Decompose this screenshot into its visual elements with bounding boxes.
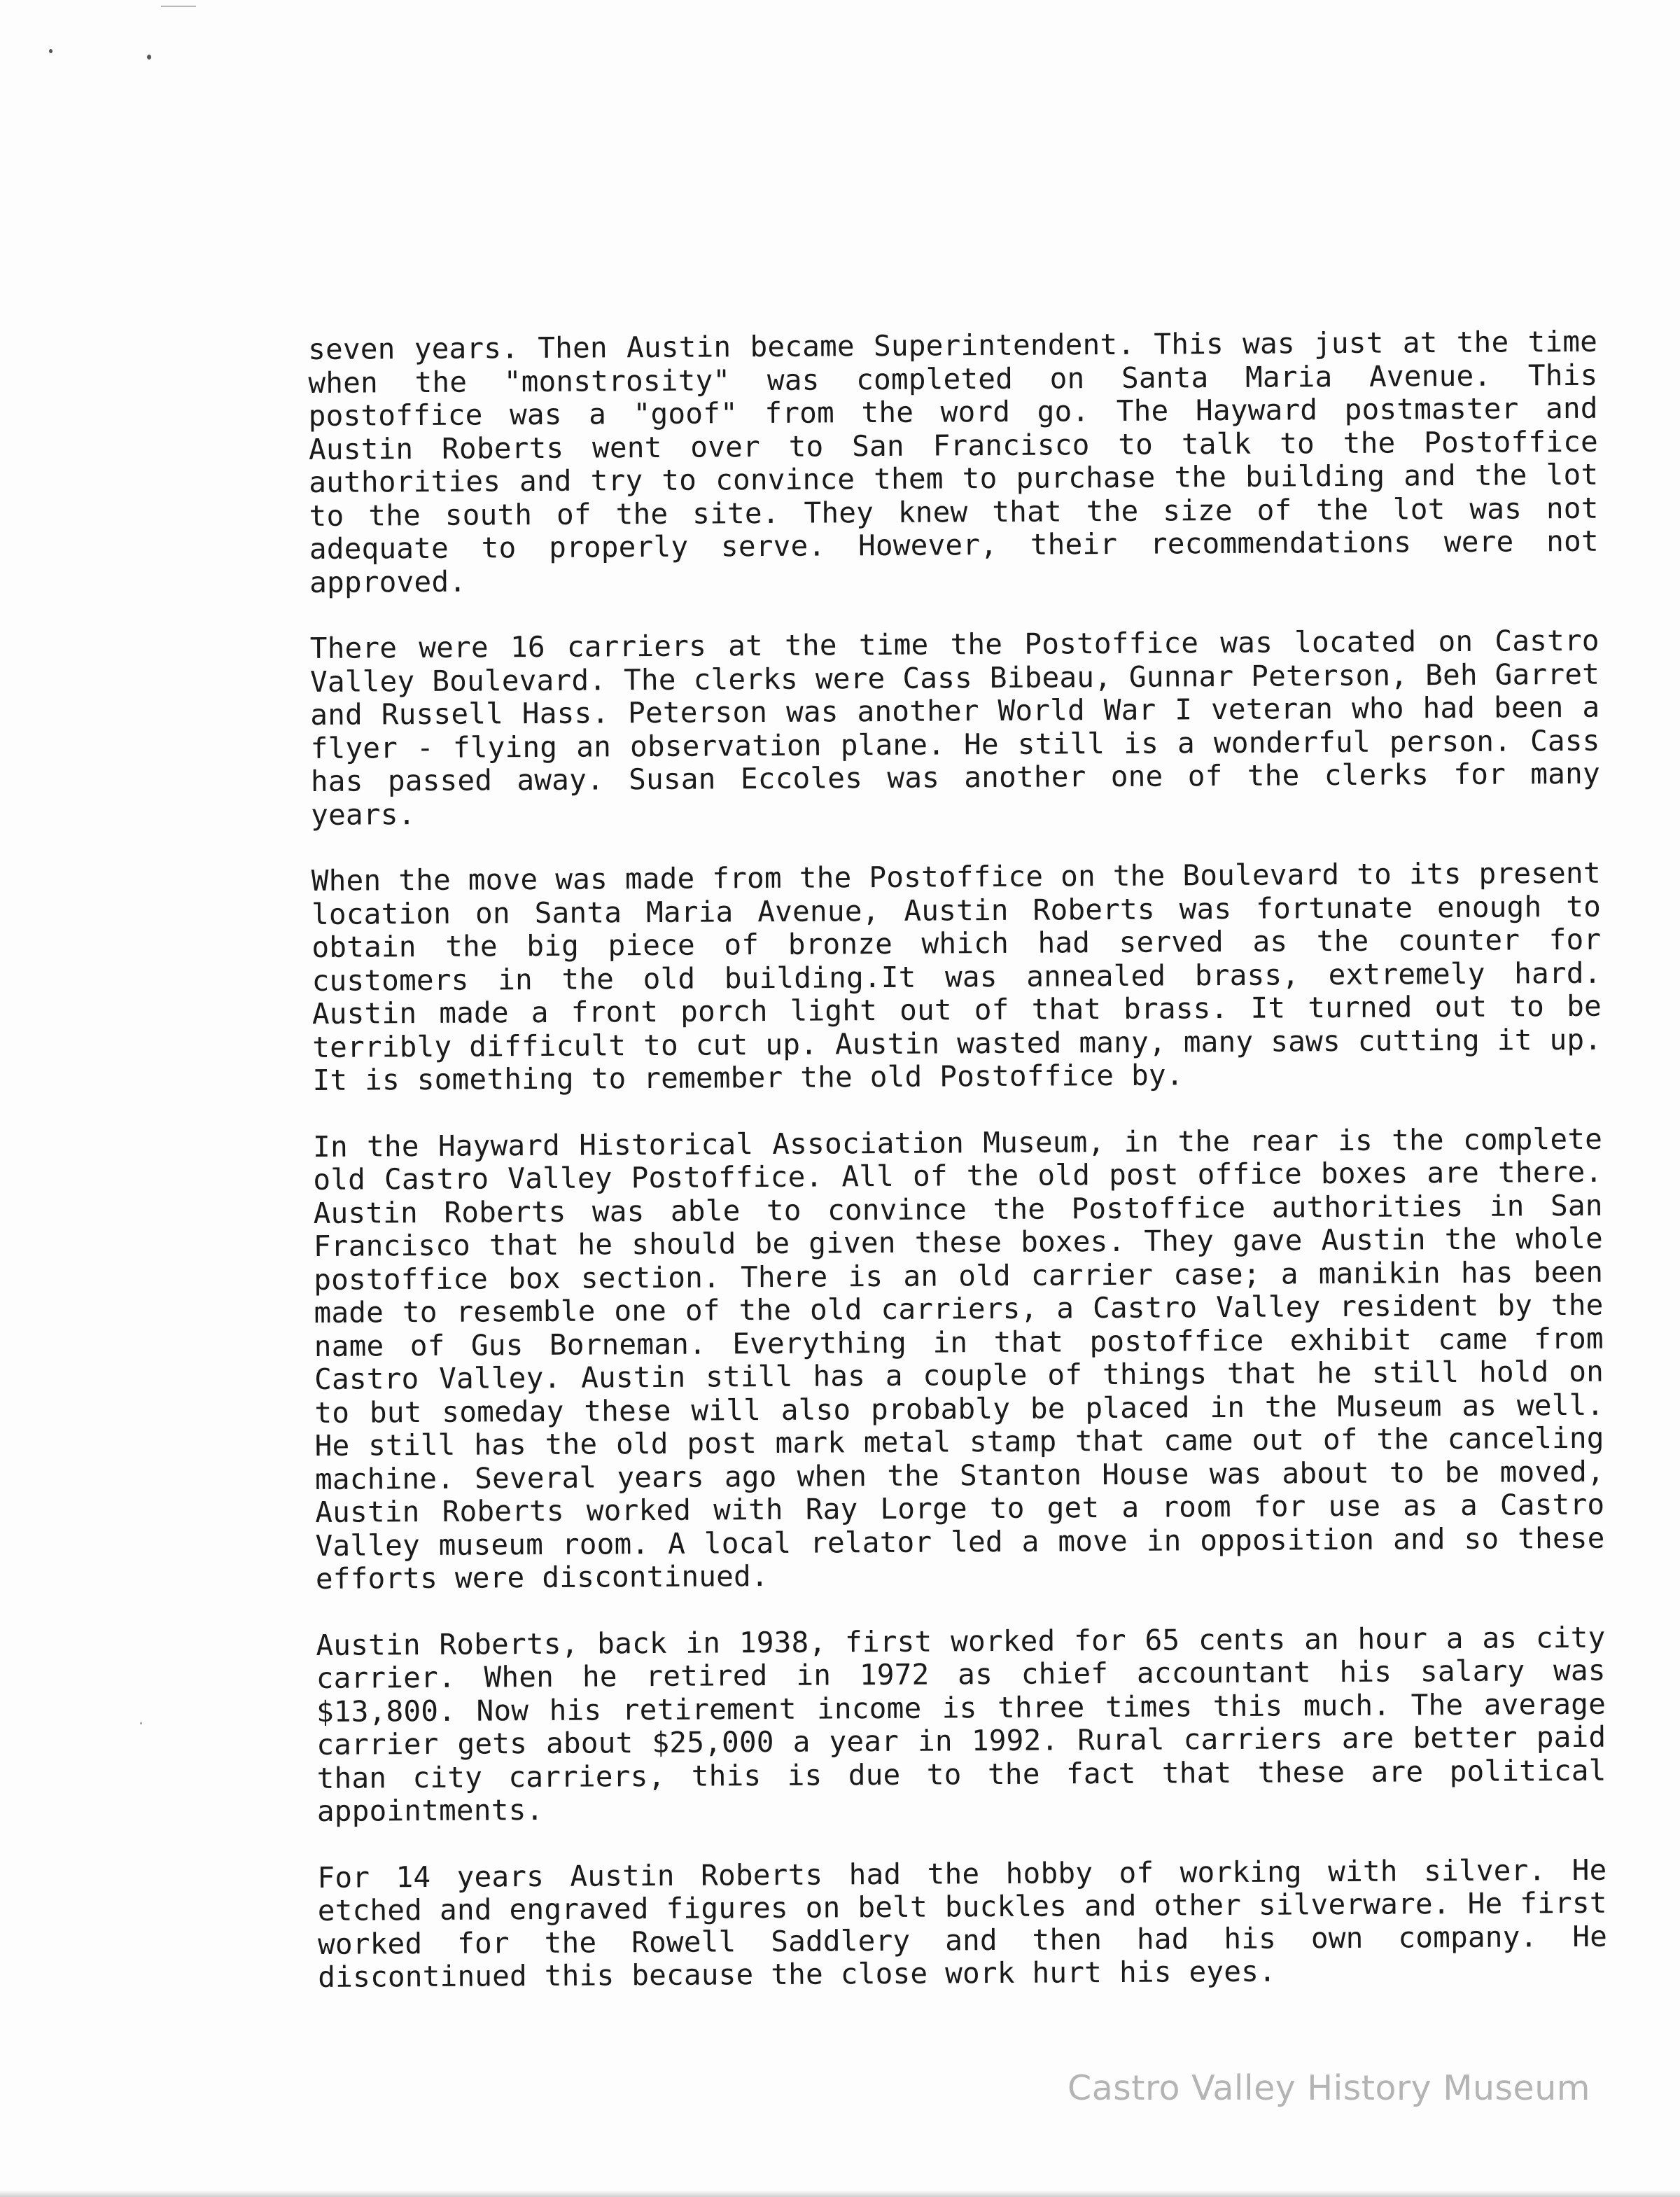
scan-bottom-edge bbox=[0, 2190, 1680, 2197]
paragraph-museum: In the Hayward Historical Association Museum, in the rear is the complete old Castro Valley Postoffice. All of the old post office boxes are there. Austin Roberts was able to convince the Postoffice authorities in San Francisco that he should be given these boxes. They gave Austin the whole postoffice box section. There is an old carrier case; a manikin has been made to resemble one of the old carriers, a Castro Valley resident by the name of Gus Borneman. Everything in that postoffice exhibit came from Castro Valley. Austin still has a couple of things that he still hold on to but someday these will also probably be placed in the Museum as well. He still has the old post mark metal stamp that came out of the canceling machine. Several years ago when the Stanton House was about to be moved, Austin Roberts worked with Ray Lorge to get a room for use as a Castro Valley museum room. A local relator led a move in opposition and so these efforts were discontinued. bbox=[312, 1122, 1605, 1596]
typewritten-body bbox=[308, 326, 1608, 2028]
paragraph-silver-hobby: For 14 years Austin Roberts had the hobby of working with silver. He etched and engraved figures on belt buckles and other silverware. He first worked for the Rowell Saddlery and then had his own company. He discontinued this because the close work hurt his eyes. bbox=[317, 1853, 1608, 1994]
scan-speck bbox=[140, 1722, 142, 1724]
paragraph-salary: Austin Roberts, back in 1938, first worked for 65 cents an hour a as city carrier. When he retired in 1972 as chief accountant his salary was $13,800. Now his retirement income is three times this much. The average carrier gets about $25,000 a year in 1992. Rural carriers are better paid than city carriers, this is due to the fact that these are political appointments. bbox=[316, 1620, 1606, 1828]
museum-watermark: Castro Valley History Museum bbox=[1068, 2068, 1590, 2108]
scan-speck bbox=[49, 49, 52, 53]
paragraph-bronze-counter: When the move was made from the Postoffice on the Boulevard to its present location on Santa Maria Avenue, Austin Roberts was fortunate enough to obtain the big piece of bronze which had served as the counter for customers in the old building.It was annealed brass, extremely hard. Austin made a front porch light out of that brass. It turned out to be terribly difficult to cut up. Austin wasted many, many saws cutting it up. It is something to remember the old Postoffice by. bbox=[311, 856, 1602, 1097]
paragraph-carriers: There were 16 carriers at the time the Postoffice was located on Castro Valley Boulevard. The clerks were Cass Bibeau, Gunnar Peterson, Beh Garret and Russell Hass. Peterson was another World War I veteran who had been a flyer - flying an observation plane. He still is a wonderful person. Cass has passed away. Susan Eccoles was another one of the clerks for many years. bbox=[309, 623, 1601, 832]
scan-mark bbox=[161, 6, 196, 7]
scan-speck bbox=[147, 55, 151, 60]
paragraph-superintendent: seven years. Then Austin became Superintendent. This was just at the time when the "monstrosity" was completed on Santa Maria Avenue. This postoffice was a "goof" from the word go. The Hayward postmaster and Austin Roberts went over to San Francisco to talk to the Postoffice authorities and try to convince them to purchase the building and the lot to the south of the site. They knew that the size of the lot was not adequate to properly serve. However, their recommendations were not approved. bbox=[307, 324, 1599, 599]
